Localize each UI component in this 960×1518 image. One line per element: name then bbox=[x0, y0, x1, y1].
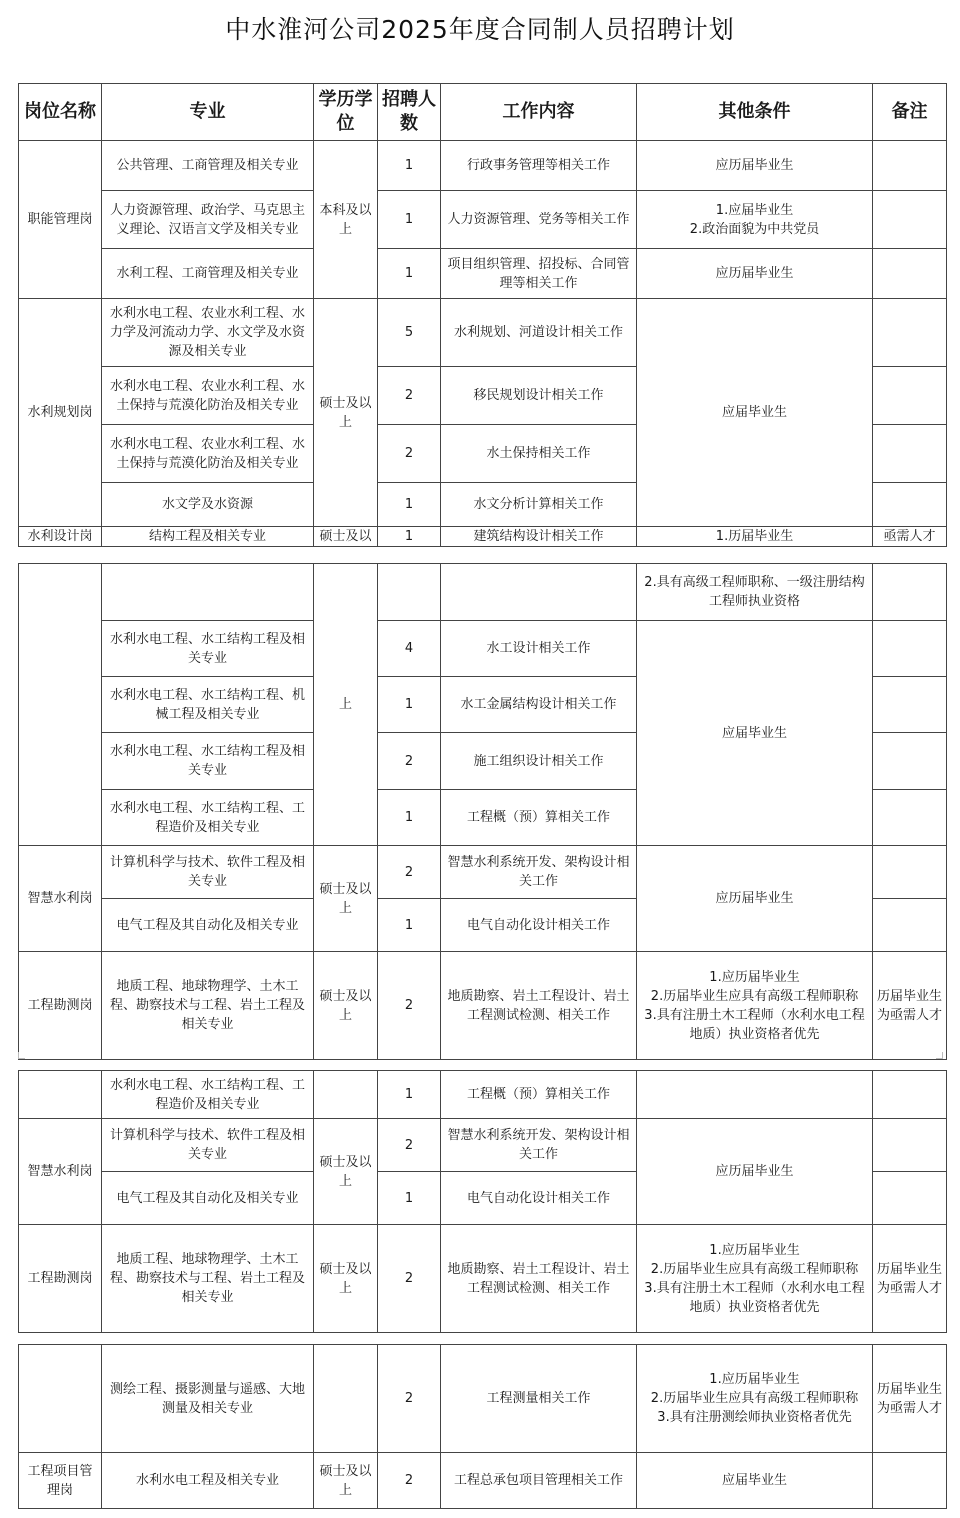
recruitment-table-part-1 bbox=[18, 83, 947, 547]
recruitment-table-part-4 bbox=[18, 1344, 947, 1509]
count-cell: 1 bbox=[378, 1071, 441, 1119]
header-content: 工作内容 bbox=[441, 84, 637, 141]
condition-cell: 应历届毕业生 bbox=[637, 249, 873, 299]
content-cell bbox=[441, 564, 637, 621]
major-cell: 水利水电工程、农业水利工程、水土保持与荒漠化防治及相关专业 bbox=[102, 425, 314, 483]
post-name-continued bbox=[19, 1345, 102, 1453]
condition-cell: 1.历届毕业生 bbox=[637, 527, 873, 547]
condition-cell: 1.应历届毕业生 2.历届毕业生应具有高级工程师职称 3.具有注册测绘师执业资格者优先 bbox=[637, 1345, 873, 1453]
page-title: 中水淮河公司2025年度合同制人员招聘计划 bbox=[225, 15, 735, 44]
post-name: 水利设计岗 bbox=[19, 527, 102, 547]
condition-cell: 2.具有高级工程师职称、一级注册结构工程师执业资格 bbox=[637, 564, 873, 621]
content-cell: 地质勘察、岩土工程设计、岩土工程测试检测、相关工作 bbox=[441, 1225, 637, 1333]
remark-cell bbox=[873, 1172, 947, 1225]
condition-cell: 1.应届毕业生 2.政治面貌为中共党员 bbox=[637, 191, 873, 249]
remark-cell bbox=[873, 425, 947, 483]
major-cell: 人力资源管理、政治学、马克思主义理论、汉语言文学及相关专业 bbox=[102, 191, 314, 249]
content-cell: 移民规划设计相关工作 bbox=[441, 367, 637, 425]
major-cell: 地质工程、地球物理学、土木工程、勘察技术与工程、岩土工程及相关专业 bbox=[102, 1225, 314, 1333]
count-cell: 1 bbox=[378, 1172, 441, 1225]
table-row bbox=[19, 299, 947, 367]
degree-cell bbox=[314, 1345, 378, 1453]
header-post: 岗位名称 bbox=[19, 84, 102, 141]
table-row bbox=[19, 141, 947, 191]
count-cell: 2 bbox=[378, 1453, 441, 1509]
recruitment-table-part-3 bbox=[18, 1070, 947, 1333]
remark-cell: 历届毕业生为亟需人才 bbox=[873, 952, 947, 1060]
table-row bbox=[19, 564, 947, 621]
condition-cell: 应届毕业生 bbox=[637, 1453, 873, 1509]
remark-cell bbox=[873, 677, 947, 733]
count-cell: 4 bbox=[378, 621, 441, 677]
crop-mark bbox=[936, 1052, 943, 1059]
count-cell: 2 bbox=[378, 733, 441, 790]
content-cell: 智慧水利系统开发、架构设计相关工作 bbox=[441, 1119, 637, 1172]
remark-cell bbox=[873, 483, 947, 527]
major-cell: 水文学及水资源 bbox=[102, 483, 314, 527]
degree-cell: 硕士及以上 bbox=[314, 1119, 378, 1225]
remark-cell: 历届毕业生为亟需人才 bbox=[873, 1225, 947, 1333]
content-cell: 工程测量相关工作 bbox=[441, 1345, 637, 1453]
count-cell: 2 bbox=[378, 846, 441, 899]
remark-cell bbox=[873, 790, 947, 846]
post-name-continued bbox=[19, 564, 102, 846]
content-cell: 智慧水利系统开发、架构设计相关工作 bbox=[441, 846, 637, 899]
count-cell: 1 bbox=[378, 677, 441, 733]
table-section-4 bbox=[18, 1344, 947, 1509]
remark-cell bbox=[873, 621, 947, 677]
major-cell: 水利水电工程、水工结构工程及相关专业 bbox=[102, 621, 314, 677]
remark-cell bbox=[873, 249, 947, 299]
degree-cell: 本科及以上 bbox=[314, 141, 378, 299]
content-cell: 建筑结构设计相关工作 bbox=[441, 527, 637, 547]
remark-cell bbox=[873, 191, 947, 249]
remark-cell bbox=[873, 141, 947, 191]
count-cell: 1 bbox=[378, 191, 441, 249]
remark-cell bbox=[873, 299, 947, 367]
table-row bbox=[19, 952, 947, 1060]
count-cell: 2 bbox=[378, 425, 441, 483]
post-name: 工程勘测岗 bbox=[19, 952, 102, 1060]
post-name: 智慧水利岗 bbox=[19, 846, 102, 952]
major-cell: 公共管理、工商管理及相关专业 bbox=[102, 141, 314, 191]
content-cell: 施工组织设计相关工作 bbox=[441, 733, 637, 790]
remark-cell bbox=[873, 846, 947, 899]
remark-cell bbox=[873, 367, 947, 425]
header-count: 招聘人数 bbox=[378, 84, 441, 141]
header-conditions: 其他条件 bbox=[637, 84, 873, 141]
major-cell: 地质工程、地球物理学、土木工程、勘察技术与工程、岩土工程及相关专业 bbox=[102, 952, 314, 1060]
degree-cell: 硕士及以上 bbox=[314, 1225, 378, 1333]
content-cell: 水工金属结构设计相关工作 bbox=[441, 677, 637, 733]
major-cell: 电气工程及其自动化及相关专业 bbox=[102, 899, 314, 952]
content-cell: 人力资源管理、党务等相关工作 bbox=[441, 191, 637, 249]
table-row bbox=[19, 621, 947, 677]
remark-cell bbox=[873, 1071, 947, 1119]
header-degree: 学历学位 bbox=[314, 84, 378, 141]
table-row bbox=[19, 1119, 947, 1172]
major-cell: 水利水电工程及相关专业 bbox=[102, 1453, 314, 1509]
major-cell: 计算机科学与技术、软件工程及相关专业 bbox=[102, 846, 314, 899]
remark-cell bbox=[873, 899, 947, 952]
content-cell: 电气自动化设计相关工作 bbox=[441, 899, 637, 952]
content-cell: 行政事务管理等相关工作 bbox=[441, 141, 637, 191]
major-cell: 电气工程及其自动化及相关专业 bbox=[102, 1172, 314, 1225]
table-row bbox=[19, 191, 947, 249]
condition-cell: 1.应历届毕业生 2.历届毕业生应具有高级工程师职称 3.具有注册土木工程师（水利水电工程地质）执业资格者优先 bbox=[637, 1225, 873, 1333]
table-row bbox=[19, 249, 947, 299]
major-cell: 水利水电工程、水工结构工程、机械工程及相关专业 bbox=[102, 677, 314, 733]
content-cell: 水土保持相关工作 bbox=[441, 425, 637, 483]
table-row bbox=[19, 1225, 947, 1333]
table-row bbox=[19, 1071, 947, 1119]
remark-cell bbox=[873, 1119, 947, 1172]
major-cell: 水利水电工程、水工结构工程、工程造价及相关专业 bbox=[102, 1071, 314, 1119]
content-cell: 地质勘察、岩土工程设计、岩土工程测试检测、相关工作 bbox=[441, 952, 637, 1060]
count-cell: 1 bbox=[378, 790, 441, 846]
degree-cell: 硕士及以上 bbox=[314, 299, 378, 527]
table-row bbox=[19, 1345, 947, 1453]
count-cell: 2 bbox=[378, 367, 441, 425]
remark-cell bbox=[873, 1453, 947, 1509]
content-cell: 水工设计相关工作 bbox=[441, 621, 637, 677]
count-cell: 1 bbox=[378, 483, 441, 527]
count-cell: 2 bbox=[378, 1225, 441, 1333]
degree-cell: 硕士及以 bbox=[314, 527, 378, 547]
table-section-1 bbox=[18, 83, 947, 547]
condition-cell: 应历届毕业生 bbox=[637, 846, 873, 952]
condition-cell: 1.应历届毕业生 2.历届毕业生应具有高级工程师职称 3.具有注册土木工程师（水利水电工程地质）执业资格者优先 bbox=[637, 952, 873, 1060]
count-cell: 2 bbox=[378, 952, 441, 1060]
condition-cell: 应届毕业生 bbox=[637, 621, 873, 846]
content-cell: 工程概（预）算相关工作 bbox=[441, 1071, 637, 1119]
table-row bbox=[19, 846, 947, 899]
content-cell: 工程总承包项目管理相关工作 bbox=[441, 1453, 637, 1509]
condition-cell bbox=[637, 1071, 873, 1119]
table-row bbox=[19, 527, 947, 547]
count-cell: 2 bbox=[378, 1345, 441, 1453]
major-cell: 水利水电工程、水工结构工程、工程造价及相关专业 bbox=[102, 790, 314, 846]
content-cell: 项目组织管理、招投标、合同管理等相关工作 bbox=[441, 249, 637, 299]
recruitment-table-part-2 bbox=[18, 563, 947, 1060]
table-section-3 bbox=[18, 1070, 947, 1333]
remark-cell bbox=[873, 564, 947, 621]
major-cell: 结构工程及相关专业 bbox=[102, 527, 314, 547]
degree-cell: 硕士及以上 bbox=[314, 846, 378, 952]
count-cell: 1 bbox=[378, 141, 441, 191]
count-cell: 5 bbox=[378, 299, 441, 367]
major-cell: 计算机科学与技术、软件工程及相关专业 bbox=[102, 1119, 314, 1172]
degree-cell: 上 bbox=[314, 564, 378, 846]
remark-cell: 亟需人才 bbox=[873, 527, 947, 547]
crop-mark bbox=[18, 1052, 25, 1059]
content-cell: 电气自动化设计相关工作 bbox=[441, 1172, 637, 1225]
condition-cell: 应历届毕业生 bbox=[637, 1119, 873, 1225]
major-cell: 水利水电工程、农业水利工程、水力学及河流动力学、水文学及水资源及相关专业 bbox=[102, 299, 314, 367]
header-major: 专业 bbox=[102, 84, 314, 141]
header-remark: 备注 bbox=[873, 84, 947, 141]
count-cell: 1 bbox=[378, 527, 441, 547]
content-cell: 工程概（预）算相关工作 bbox=[441, 790, 637, 846]
post-name-continued bbox=[19, 1071, 102, 1119]
post-name: 工程项目管理岗 bbox=[19, 1453, 102, 1509]
count-cell: 2 bbox=[378, 1119, 441, 1172]
major-cell: 水利工程、工商管理及相关专业 bbox=[102, 249, 314, 299]
post-name: 智慧水利岗 bbox=[19, 1119, 102, 1225]
major-cell: 水利水电工程、水工结构工程及相关专业 bbox=[102, 733, 314, 790]
degree-cell bbox=[314, 1071, 378, 1119]
content-cell: 水利规划、河道设计相关工作 bbox=[441, 299, 637, 367]
table-row bbox=[19, 1453, 947, 1509]
remark-cell: 历届毕业生为亟需人才 bbox=[873, 1345, 947, 1453]
count-cell: 1 bbox=[378, 249, 441, 299]
degree-cell: 硕士及以上 bbox=[314, 952, 378, 1060]
major-cell: 测绘工程、摄影测量与遥感、大地测量及相关专业 bbox=[102, 1345, 314, 1453]
table-header-row bbox=[19, 84, 947, 141]
major-cell bbox=[102, 564, 314, 621]
degree-cell: 硕士及以上 bbox=[314, 1453, 378, 1509]
table-section-2 bbox=[18, 563, 947, 1060]
count-cell: 1 bbox=[378, 899, 441, 952]
major-cell: 水利水电工程、农业水利工程、水土保持与荒漠化防治及相关专业 bbox=[102, 367, 314, 425]
post-name: 职能管理岗 bbox=[19, 141, 102, 299]
content-cell: 水文分析计算相关工作 bbox=[441, 483, 637, 527]
condition-cell: 应历届毕业生 bbox=[637, 141, 873, 191]
remark-cell bbox=[873, 733, 947, 790]
post-name: 工程勘测岗 bbox=[19, 1225, 102, 1333]
count-cell bbox=[378, 564, 441, 621]
condition-cell: 应届毕业生 bbox=[637, 299, 873, 527]
post-name: 水利规划岗 bbox=[19, 299, 102, 527]
